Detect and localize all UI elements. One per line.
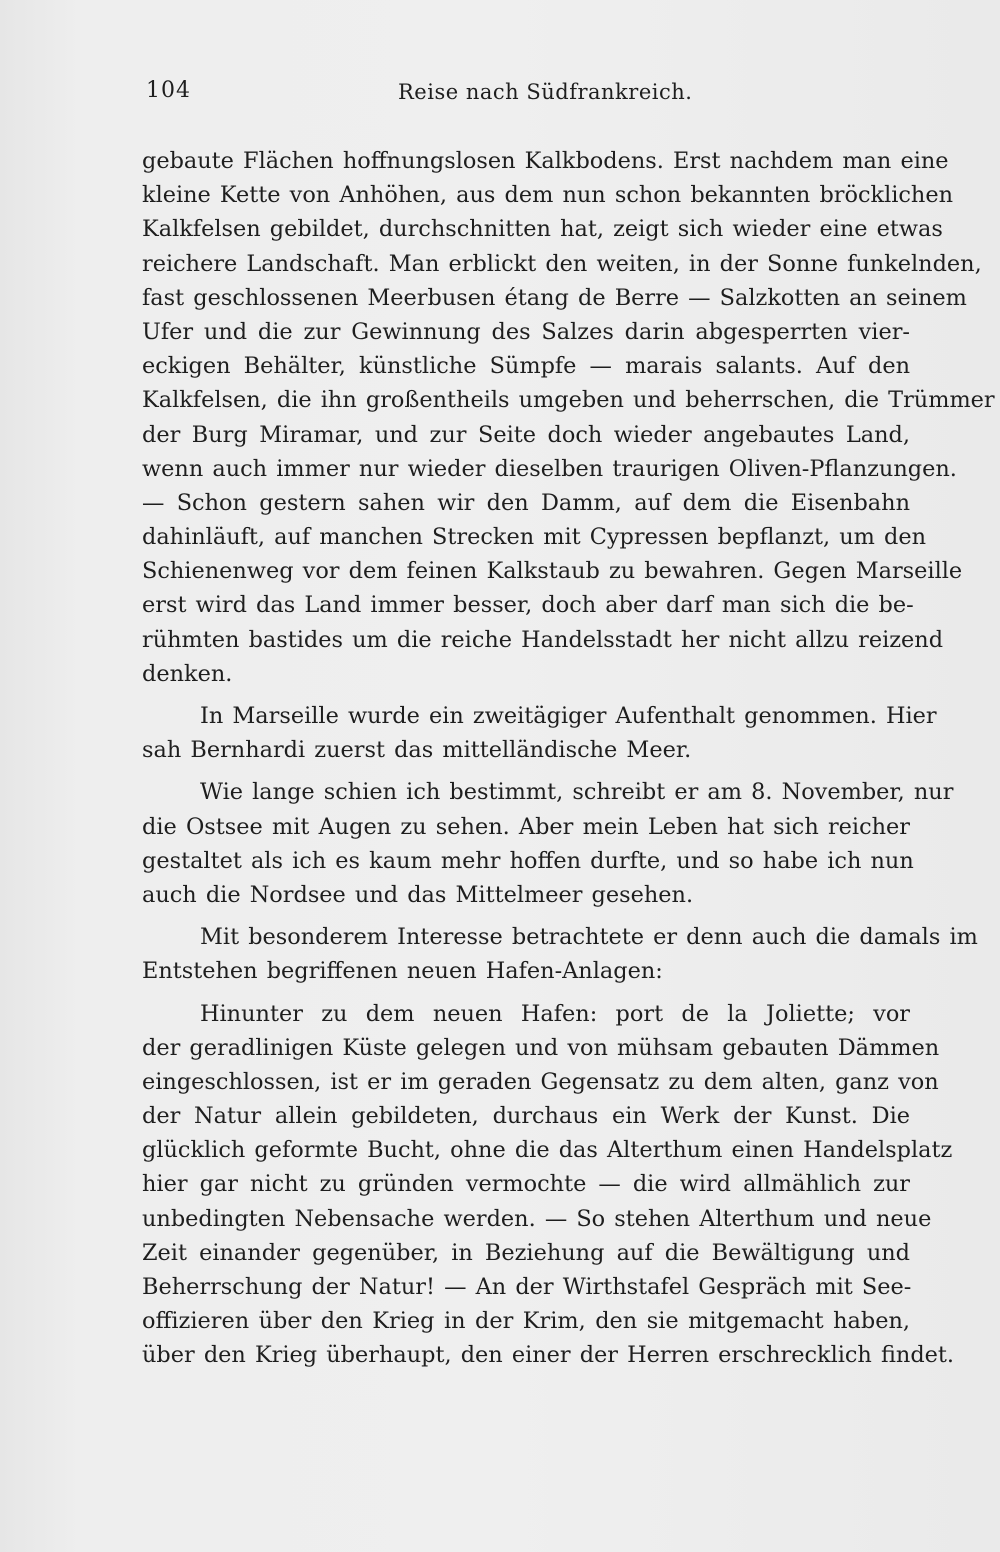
text-line: Entstehen begriffenen neuen Hafen-Anlagen:: [142, 958, 663, 985]
text-line: auch die Nordsee und das Mittelmeer gesehen.: [142, 881, 694, 908]
paragraph: [142, 997, 955, 1373]
text-line: die Ostsee mit Augen zu sehen. Aber mein Leben hat sich reicher: [142, 813, 910, 840]
page-header-title: Reise nach Südfrankreich.: [398, 80, 693, 104]
text-line: über den Krieg überhaupt, den einer der Herren erschrecklich findet.: [142, 1342, 955, 1369]
text-line: Wie lange schien ich bestimmt, schreibt er am 8. November, nur: [200, 779, 954, 806]
paragraph: [142, 699, 937, 767]
paragraph-gap: [142, 912, 910, 920]
paragraph-gap: [142, 767, 910, 775]
text-line: gebaute Flächen hoffnungslosen Kalkbodens. Erst nachdem man eine: [142, 148, 949, 174]
text-line: Mit besonderem Interesse betrachtete er denn auch die damals im: [200, 924, 978, 951]
text-line: der Burg Miramar, und zur Seite doch wieder angebautes Land,: [142, 421, 910, 448]
text-line: eckigen Behälter, künstliche Sümpfe — marais salants. Auf den: [142, 353, 910, 380]
text-line: sah Bernhardi zuerst das mittelländische Meer.: [142, 737, 692, 764]
paragraph: [142, 920, 978, 988]
text-line: hier gar nicht zu gründen vermochte — die wird allmählich zur: [142, 1171, 910, 1198]
text-line: Schienenweg vor dem feinen Kalkstaub zu bewahren. Gegen Marseille: [142, 558, 963, 585]
text-line: Beherrschung der Natur! — An der Wirthstafel Gespräch mit See-: [142, 1274, 912, 1300]
text-line: offizieren über den Krieg in der Krim, den sie mitgemacht haben,: [142, 1308, 910, 1335]
text-line: glücklich geformte Bucht, ohne die das Alterthum einen Handelsplatz: [142, 1137, 953, 1164]
text-line: Hinunter zu dem neuen Hafen: port de la Joliette; vor: [200, 1000, 910, 1027]
text-line: Kalkfelsen gebildet, durchschnitten hat, zeigt sich wieder eine etwas: [142, 216, 943, 243]
body-text: [142, 144, 995, 1373]
running-head: [146, 78, 906, 118]
text-line: dahinläuft, auf manchen Strecken mit Cypressen bepflanzt, um den: [142, 524, 927, 551]
text-line: — Schon gestern sahen wir den Damm, auf dem die Eisenbahn: [142, 489, 910, 516]
text-line: erst wird das Land immer besser, doch aber darf man sich die be-: [142, 592, 914, 619]
text-line: gestaltet als ich es kaum mehr hoffen durfte, und so habe ich nun: [142, 847, 914, 874]
text-line: Zeit einander gegenüber, in Beziehung auf die Bewältigung und: [142, 1239, 910, 1266]
text-line: denken.: [142, 660, 233, 687]
text-line: rühmten bastides um die reiche Handelsstadt her nicht allzu reizend: [142, 626, 944, 653]
text-line: In Marseille wurde ein zweitägiger Aufenthalt genommen. Hier: [200, 703, 937, 729]
paragraph-gap: [142, 691, 910, 699]
paragraph: [142, 144, 995, 691]
paragraph: [142, 775, 954, 912]
text-line: reichere Landschaft. Man erblickt den weiten, in der Sonne funkelnden,: [142, 250, 982, 277]
page-number: 104: [146, 78, 191, 103]
paragraph-gap: [142, 989, 910, 997]
text-line: der Natur allein gebildeten, durchaus ein Werk der Kunst. Die: [142, 1103, 910, 1130]
text-line: wenn auch immer nur wieder dieselben traurigen Oliven-Pflanzungen.: [142, 455, 957, 482]
text-line: Kalkfelsen, die ihn großentheils umgeben und beherrschen, die Trümmer: [142, 387, 995, 414]
text-line: fast geschlossenen Meerbusen étang de Berre — Salzkotten an seinem: [142, 284, 967, 311]
text-line: kleine Kette von Anhöhen, aus dem nun schon bekannten bröcklichen: [142, 182, 954, 209]
text-line: der geradlinigen Küste gelegen und von mühsam gebauten Dämmen: [142, 1034, 940, 1061]
text-line: Ufer und die zur Gewinnung des Salzes darin abgesperrten vier-: [142, 318, 910, 345]
text-line: eingeschlossen, ist er im geraden Gegensatz zu dem alten, ganz von: [142, 1068, 939, 1095]
text-line: unbedingten Nebensache werden. — So stehen Alterthum und neue: [142, 1205, 932, 1232]
